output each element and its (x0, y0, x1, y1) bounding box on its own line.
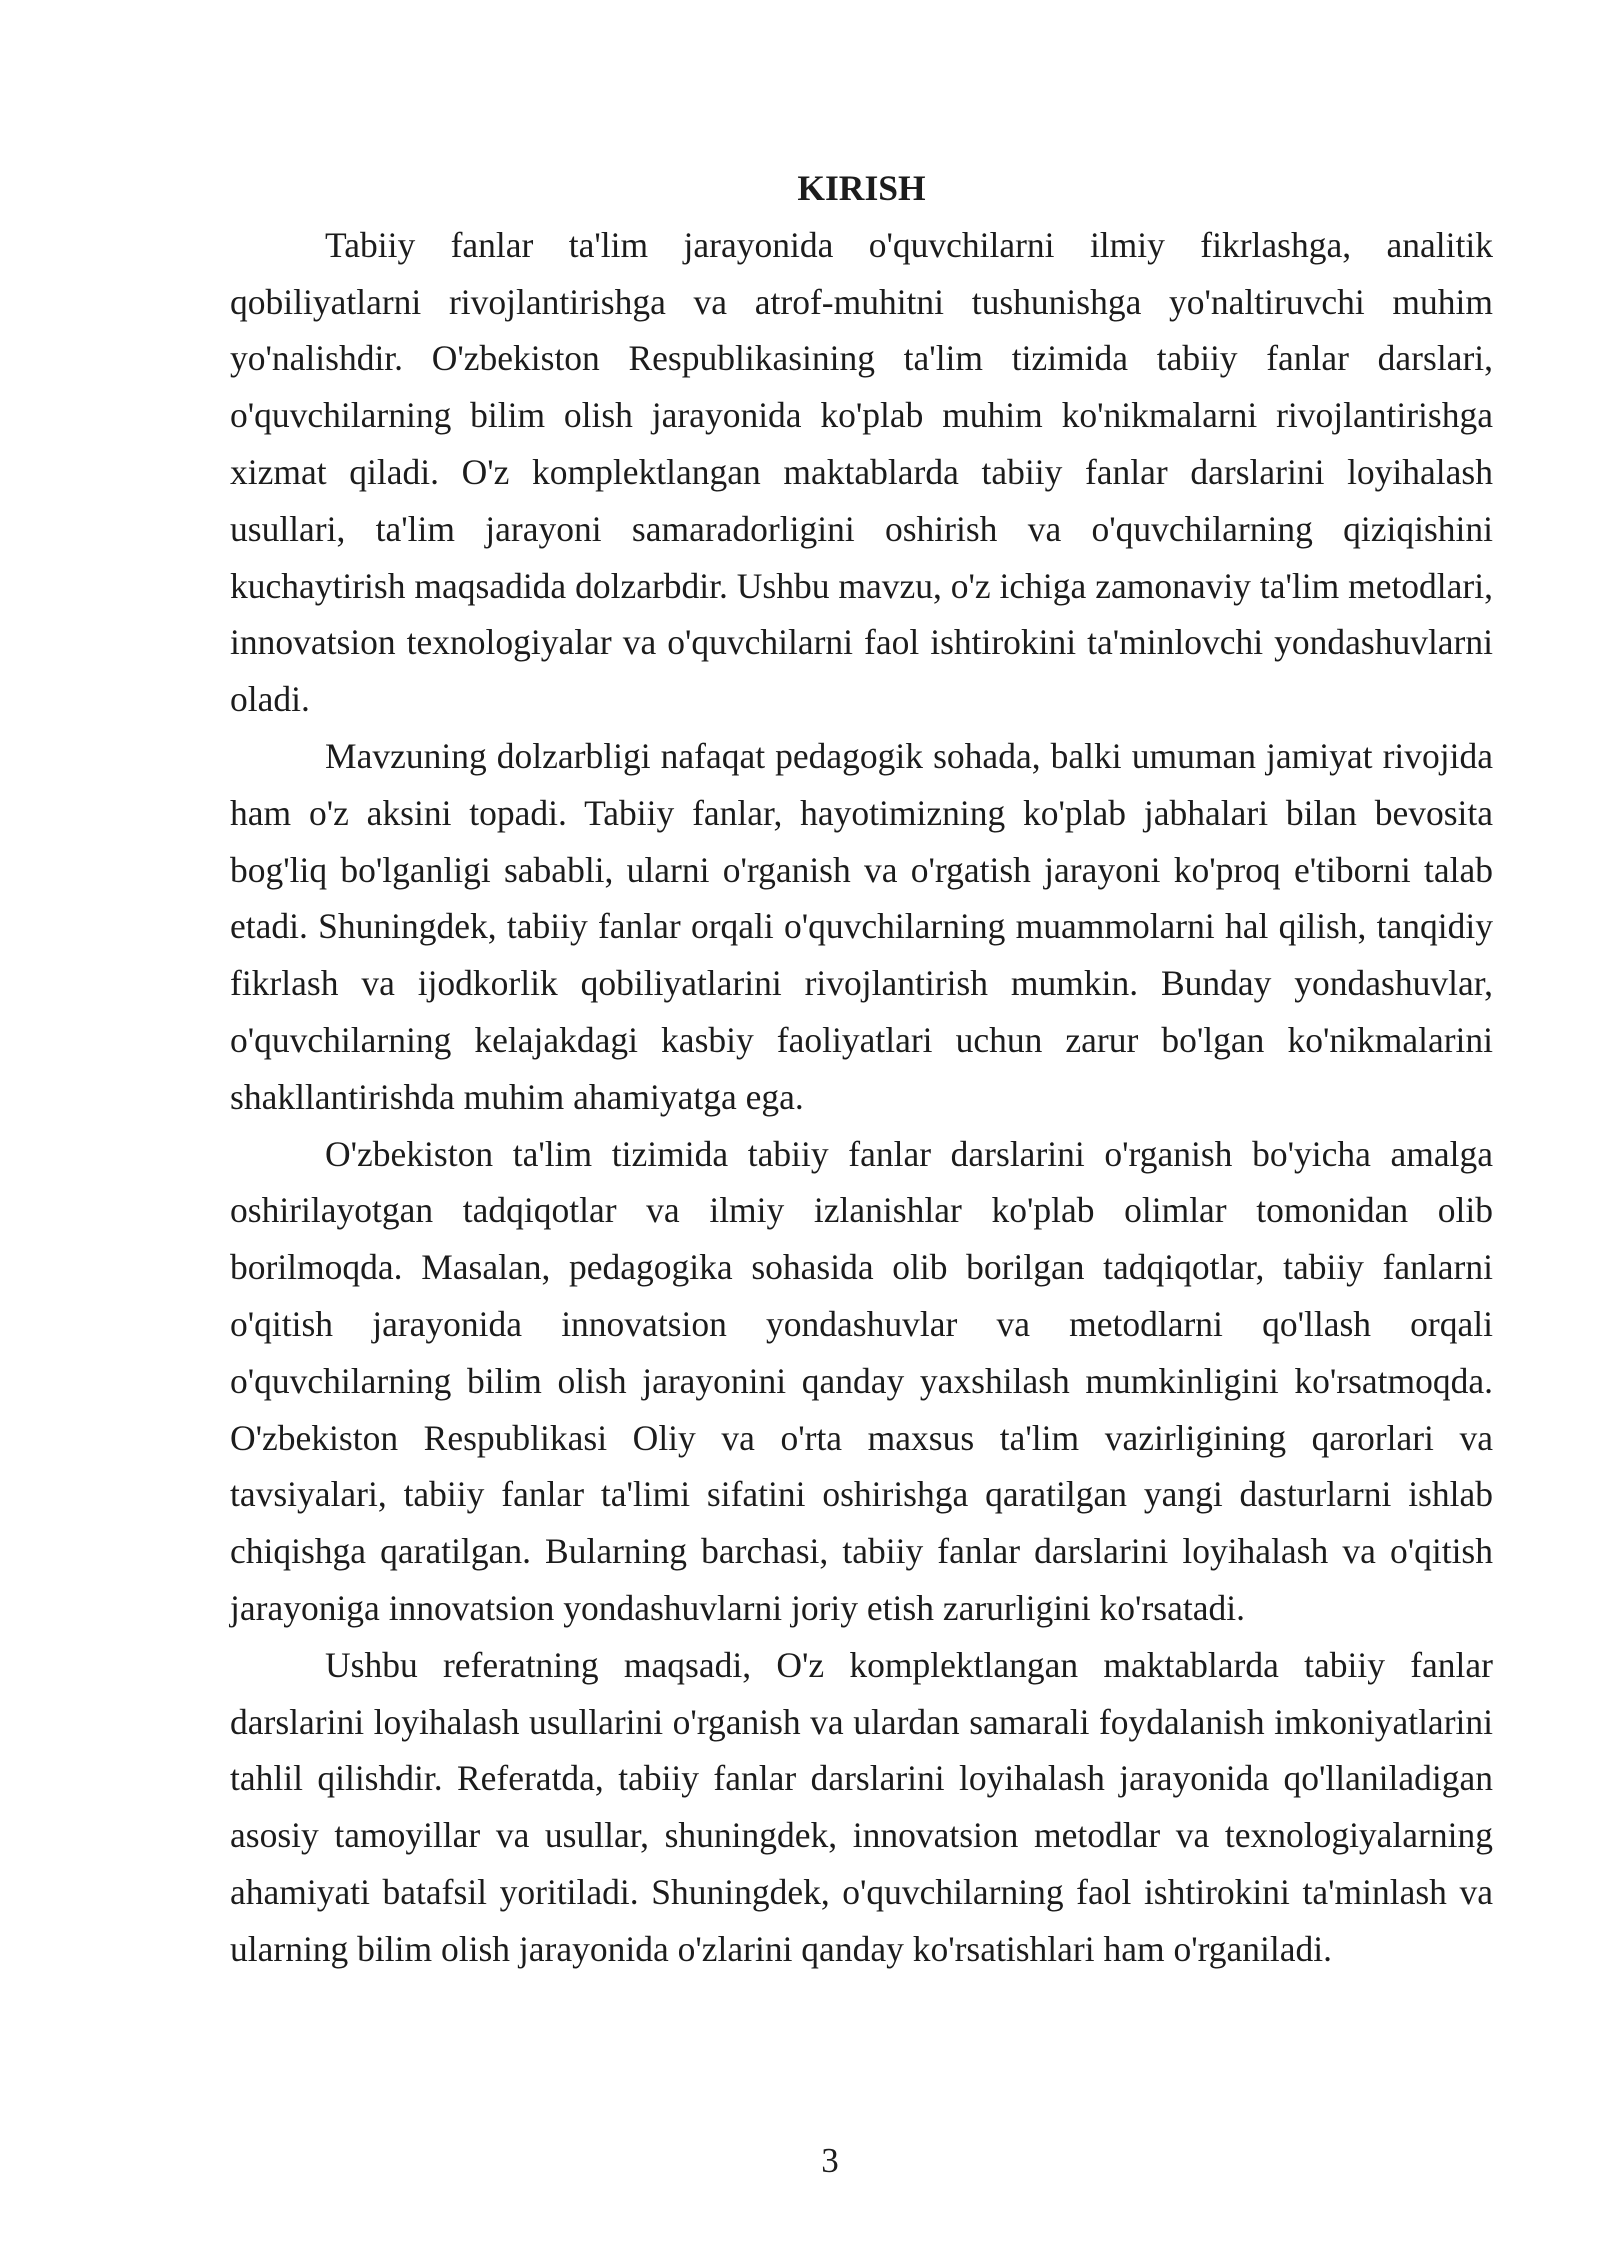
section-heading: KIRISH (797, 168, 926, 208)
paragraph-2: Mavzuning dolzarbligi nafaqat pedagogik sohada, balki umuman jamiyat rivojida ham o'z aksini topadi. Tabiiy fanlar, hayotimizning ko'plab jabhalari bilan bevosita bog'liq bo'lganligi sababli, ularni o'rganish va o'rgatish jarayoni ko'proq e'tiborni talab etadi. Shuningdek, tabiiy fanlar orqali o'quvchilarning muammolarni hal qilish, tanqidiy fikrlash va ijodkorlik qobiliyatlarini rivojlantirish mumkin. Bunday yondashuvlar, o'quvchilarning kelajakdagi kasbiy faoliyatlari uchun zarur bo'lgan ko'nikmalarini shakllantirishda muhim ahamiyatga ega. (230, 735, 1493, 1117)
page-body (230, 160, 1493, 1978)
paragraph-3: O'zbekiston ta'lim tizimida tabiiy fanlar darslarini o'rganish bo'yicha amalga oshirilayotgan tadqiqotlar va ilmiy izlanishlar ko'plab olimlar tomonidan olib borilmoqda. Masalan, pedagogika sohasida olib borilgan tadqiqotlar, tabiiy fanlarni o'qitish jarayonida innovatsion yondashuvlar va metodlarni qo'llash orqali o'quvchilarning bilim olish jarayonini qanday yaxshilash mumkinligini ko'rsatmoqda. O'zbekiston Respublikasi Oliy va o'rta maxsus ta'lim vazirligining qarorlari va tavsiyalari, tabiiy fanlar ta'limi sifatini oshirishga qaratilgan yangi dasturlarni ishlab chiqishga qaratilgan. Bularning barchasi, tabiiy fanlar darslarini loyihalash va o'qitish jarayoniga innovatsion yondashuvlarni joriy etish zarurligini ko'rsatadi. (230, 1133, 1493, 1628)
paragraph-4: Ushbu referatning maqsadi, O'z komplektlangan maktablarda tabiiy fanlar darslarini loyihalash usullarini o'rganish va ulardan samarali foydalanish imkoniyatlarini tahlil qilishdir. Referatda, tabiiy fanlar darslarini loyihalash jarayonida qo'llaniladigan asosiy tamoyillar va usullar, shuningdek, innovatsion metodlar va texnologiyalarning ahamiyati batafsil yoritiladi. Shuningdek, o'quvchilarning faol ishtirokini ta'minlash va ularning bilim olish jarayonida o'zlarini qanday ko'rsatishlari ham o'rganiladi. (230, 1644, 1493, 1969)
paragraph-1: Tabiiy fanlar ta'lim jarayonida o'quvchilarni ilmiy fikrlashga, analitik qobiliyatlarni rivojlantirishga va atrof-muhitni tushunishga yo'naltiruvchi muhim yo'nalishdir. O'zbekiston Respublikasining ta'lim tizimida tabiiy fanlar darslari, o'quvchilarning bilim olish jarayonida ko'plab muhim ko'nikmalarni rivojlantirishga xizmat qiladi. O'z komplektlangan maktablarda tabiiy fanlar darslarini loyihalash usullari, ta'lim jarayoni samaradorligini oshirish va o'quvchilarning qiziqishini kuchaytirish maqsadida dolzarbdir. Ushbu mavzu, o'z ichiga zamonaviy ta'lim metodlari, innovatsion texnologiyalar va o'quvchilarni faol ishtirokini ta'minlovchi yondashuvlarni oladi. (230, 224, 1493, 720)
page-number: 3 (821, 2141, 839, 2180)
